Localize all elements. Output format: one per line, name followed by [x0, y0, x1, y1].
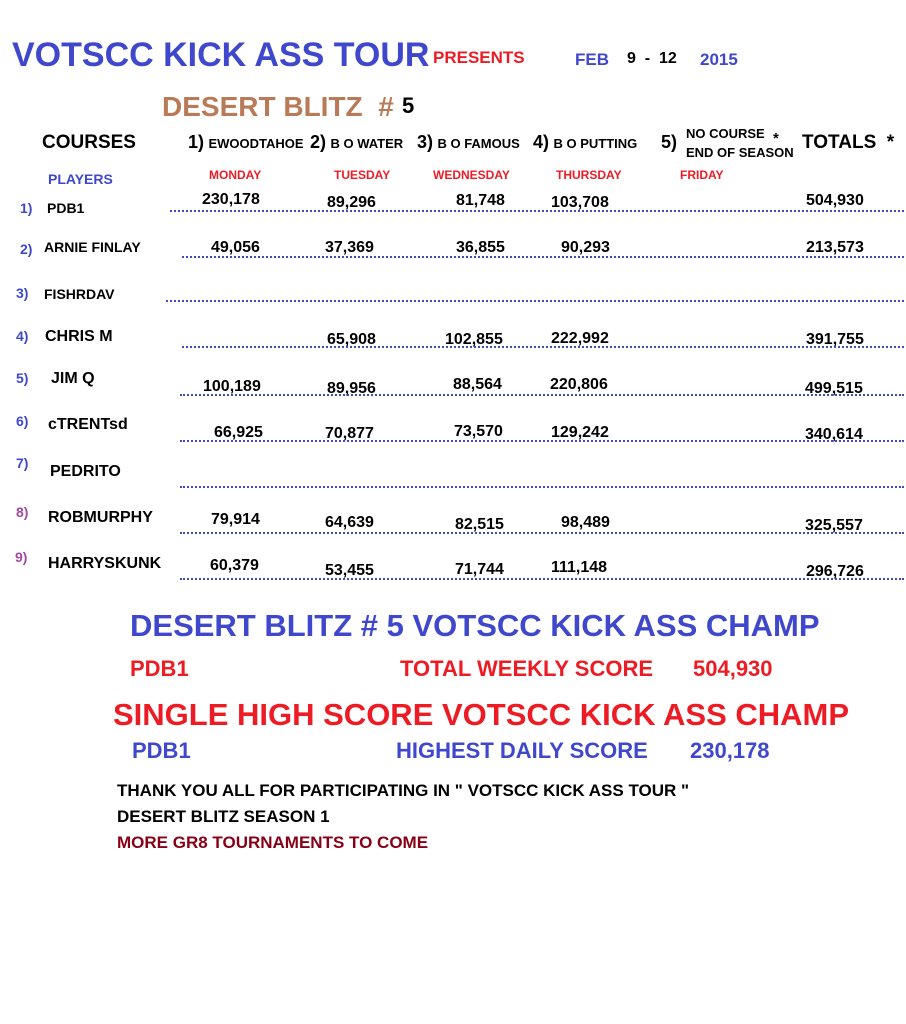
row-number: 7) [16, 455, 29, 471]
row-number: 3) [16, 285, 29, 301]
player-name: ARNIE FINLAY [44, 239, 141, 255]
course-number: 2) [310, 132, 327, 152]
score-wednesday: 102,855 [445, 331, 503, 348]
course-5-line2: END OF SEASON [686, 145, 794, 160]
score-thursday: 129,242 [551, 424, 609, 441]
course-number: 3) [417, 132, 434, 152]
row-divider [170, 210, 904, 212]
champ-title: DESERT BLITZ # 5 VOTSCC KICK ASS CHAMP [130, 608, 820, 643]
course-name: B O FAMOUS [437, 136, 520, 151]
courses-label: COURSES [42, 132, 136, 153]
champ-name: PDB1 [130, 656, 189, 681]
score-total: 499,515 [805, 380, 863, 397]
course-5-star: * [773, 130, 779, 147]
date-year: 2015 [700, 50, 738, 69]
player-name: ROBMURPHY [48, 509, 153, 526]
more-tournaments-line: MORE GR8 TOURNAMENTS TO COME [117, 833, 429, 852]
course-number: 1) [188, 132, 205, 152]
day-monday: MONDAY [209, 168, 262, 182]
course-name: B O WATER [330, 136, 404, 151]
score-thursday: 222,992 [551, 330, 609, 347]
row-divider [166, 300, 904, 302]
player-name: PDB1 [47, 200, 85, 216]
event-title: DESERT BLITZ # [162, 91, 394, 122]
score-thursday: 103,708 [551, 194, 609, 211]
row-number: 8) [16, 504, 29, 520]
score-tuesday: 37,369 [325, 239, 374, 256]
course-name: EWOODTAHOE [208, 136, 304, 151]
row-number: 2) [20, 241, 33, 257]
row-divider [180, 440, 904, 442]
day-wednesday: WEDNESDAY [433, 168, 510, 182]
score-total: 325,557 [805, 517, 863, 534]
row-number: 4) [16, 328, 29, 344]
score-tuesday: 65,908 [327, 331, 376, 348]
course-1 [188, 132, 304, 153]
daily-score-label: HIGHEST DAILY SCORE [396, 738, 648, 763]
score-tuesday: 89,956 [327, 380, 376, 397]
row-divider [180, 486, 904, 488]
score-wednesday: 36,855 [456, 239, 505, 256]
row-number: 9) [15, 549, 28, 565]
player-name: FISHRDAV [44, 286, 115, 302]
score-monday: 49,056 [211, 239, 260, 256]
thank-you-line: THANK YOU ALL FOR PARTICIPATING IN " VOTSCC KICK ASS TOUR " [117, 781, 690, 800]
course-4 [533, 132, 637, 153]
score-total: 296,726 [806, 563, 864, 580]
score-tuesday: 64,639 [325, 514, 374, 531]
course-2 [310, 132, 403, 153]
course-number: 4) [533, 132, 550, 152]
score-monday: 79,914 [211, 511, 260, 528]
score-wednesday: 88,564 [453, 376, 502, 393]
player-name: JIM Q [51, 370, 95, 387]
player-name: CHRIS M [45, 328, 113, 345]
score-total: 391,755 [806, 331, 864, 348]
single-high-title: SINGLE HIGH SCORE VOTSCC KICK ASS CHAMP [113, 697, 850, 732]
score-total: 504,930 [806, 192, 864, 209]
score-thursday: 90,293 [561, 239, 610, 256]
score-wednesday: 81,748 [456, 192, 505, 209]
score-thursday: 220,806 [550, 376, 608, 393]
score-monday: 66,925 [214, 424, 263, 441]
event-number: 5 [402, 93, 415, 118]
row-divider [180, 578, 904, 580]
score-thursday: 111,148 [551, 559, 608, 576]
day-thursday: THURSDAY [556, 168, 622, 182]
season-line: DESERT BLITZ SEASON 1 [117, 807, 330, 826]
weekly-score-value: 504,930 [693, 656, 773, 681]
totals-label: TOTALS * [802, 132, 895, 153]
row-divider [182, 346, 904, 348]
row-number: 1) [20, 200, 33, 216]
score-total: 213,573 [806, 239, 864, 256]
day-friday: FRIDAY [680, 168, 724, 182]
score-monday: 60,379 [210, 557, 259, 574]
course-name: B O PUTTING [553, 136, 638, 151]
row-number: 6) [16, 413, 29, 429]
day-tuesday: TUESDAY [334, 168, 391, 182]
weekly-score-label: TOTAL WEEKLY SCORE [400, 656, 654, 681]
single-high-name: PDB1 [132, 738, 191, 763]
row-divider [180, 394, 904, 396]
score-tuesday: 53,455 [325, 562, 374, 579]
row-divider [182, 256, 904, 258]
player-name: PEDRITO [50, 463, 121, 480]
player-name: cTRENTsd [48, 416, 128, 433]
score-total: 340,614 [805, 426, 863, 443]
player-name: HARRYSKUNK [48, 555, 162, 572]
players-label: PLAYERS [48, 171, 113, 187]
presents-label: PRESENTS [433, 48, 525, 67]
score-wednesday: 71,744 [455, 561, 504, 578]
course-3 [417, 132, 520, 153]
course-5-line1: NO COURSE [686, 126, 765, 141]
score-wednesday: 73,570 [454, 423, 503, 440]
score-tuesday: 70,877 [325, 425, 374, 442]
row-number: 5) [16, 370, 29, 386]
date-days: 9 - 12 [627, 50, 677, 67]
score-monday: 230,178 [202, 191, 260, 208]
score-monday: 100,189 [203, 378, 261, 395]
tour-title: VOTSCC KICK ASS TOUR [12, 36, 430, 74]
row-divider [180, 532, 904, 534]
date-month: FEB [575, 50, 609, 69]
score-thursday: 98,489 [561, 514, 610, 531]
daily-score-value: 230,178 [690, 738, 770, 763]
score-tuesday: 89,296 [327, 194, 376, 211]
course-5-number: 5) [661, 132, 678, 152]
score-wednesday: 82,515 [455, 516, 504, 533]
